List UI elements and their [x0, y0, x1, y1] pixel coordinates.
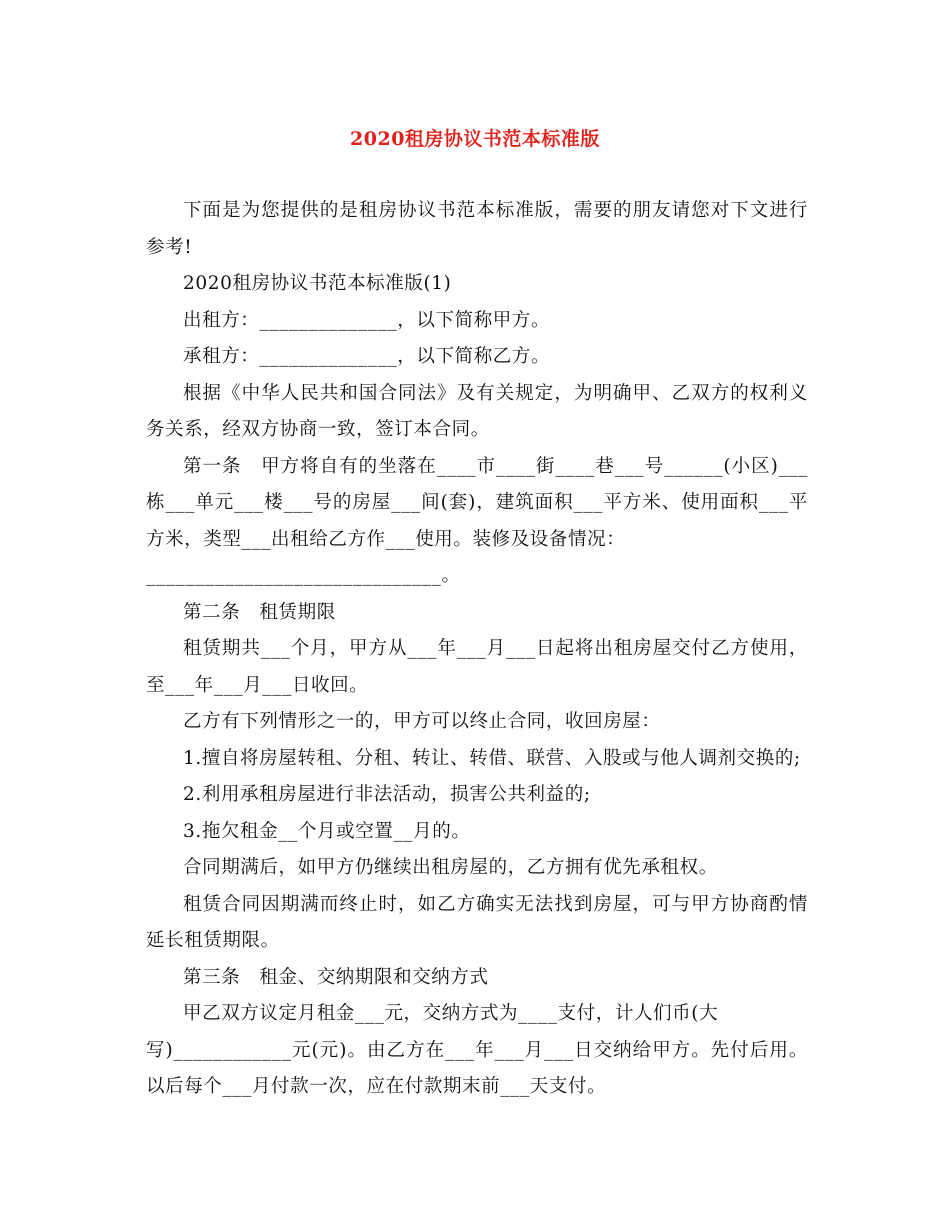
article-2-heading: 第二条 租赁期限	[183, 601, 336, 623]
termination-item-1: 1.擅自将房屋转租、分租、转让、转借、联营、入股或与他人调剂交换的;	[183, 747, 801, 769]
article-3-heading: 第三条 租金、交纳期限和交纳方式	[183, 966, 489, 988]
equipment-blank-line: ______________________________。	[146, 565, 461, 586]
rent-paragraph-continued: 写)____________元(元)。由乙方在___年___月___日交纳给甲方。先付后用。以后每个___月付款一次，应在付款期末前___天支付。	[146, 1039, 808, 1097]
lessee-line: 承租方：______________，以下简称乙方。	[183, 346, 551, 367]
lease-term-paragraph: 租赁期共___个月，甲方从___年___月___日起将出租房屋交付乙方使用，至___年___月___日收回。	[146, 638, 808, 696]
termination-item-3: 3.拖欠租金__个月或空置__月的。	[183, 820, 471, 842]
section-heading: 2020租房协议书范本标准版(1)	[183, 273, 452, 294]
legal-basis-paragraph: 根据《中华人民共和国合同法》及有关规定，为明确甲、乙双方的权利义务关系，经双方协商一致，签订本合同。	[146, 382, 808, 440]
document-title: 2020租房协议书范本标准版	[350, 128, 600, 150]
termination-paragraph: 乙方有下列情形之一的，甲方可以终止合同，收回房屋：	[183, 711, 661, 732]
intro-paragraph: 下面是为您提供的是租房协议书范本标准版，需要的朋友请您对下文进行参考!	[146, 200, 808, 258]
renewal-priority-paragraph: 合同期满后，如甲方仍继续出租房屋的，乙方拥有优先承租权。	[183, 857, 718, 878]
extension-paragraph: 租赁合同因期满而终止时，如乙方确实无法找到房屋，可与甲方协商酌情延长租赁期限。	[146, 893, 808, 951]
termination-item-2: 2.利用承租房屋进行非法活动，损害公共利益的;	[183, 784, 591, 805]
lessor-line: 出租方：______________，以下简称甲方。	[183, 309, 551, 331]
document-body	[146, 193, 808, 1106]
article-1-paragraph: 第一条 甲方将自有的坐落在____市____街____巷___号______(小区)___栋___单元___楼___号的房屋___间(套)，建筑面积___平方米、使用面积___平方米，类型___出租给乙方作___使用。装修及设备情况：	[146, 455, 808, 550]
rent-paragraph-line-1: 甲乙双方议定月租金___元，交纳方式为____支付，计人们币(大	[183, 1003, 719, 1024]
